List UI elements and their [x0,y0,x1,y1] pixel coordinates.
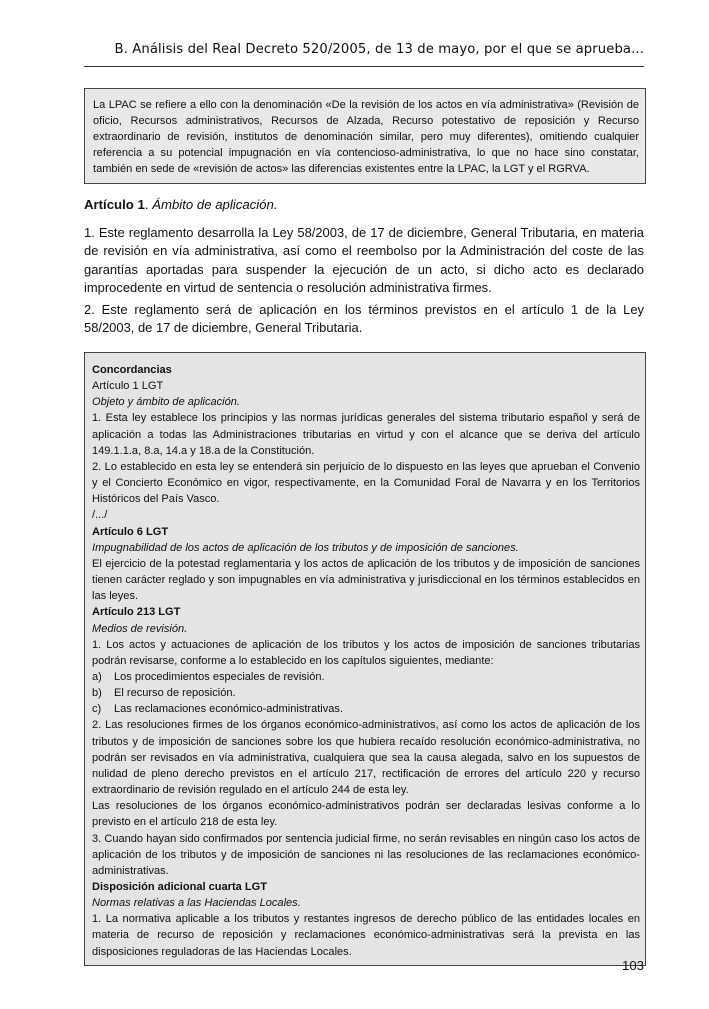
art213-paragraph-2: 2. Las resoluciones firmes de los órganos económico-administrativos, así como los actos de aplicación de los tributos y de imposición de sanciones sobre los que hubiera recaído resolución económico-administrativa, no podrán ser revisados en vía administrativa, cualquiera que sea la causa alegada, salvo en los supuestos de nulidad de pleno derecho previstos en el artículo 217, rectificación de errores del artículo 220 y recurso extraordinario de revisión regulado en el artículo 244 de esta ley. [92,719,640,797]
article-heading [84,197,278,212]
article-paragraph-2: 2. Este reglamento será de aplicación en los términos previstos en el artículo 1 de la Ley 58/2003, de 17 de diciembre, General Tributaria. [84,302,644,336]
page-number: 103 [621,958,644,973]
art213-paragraph-1: 1. Los actos y actuaciones de aplicación de los tributos y los actos de imposición de sanciones tributarias podrán revisarse, conforme a lo establecido en los capítulos siguientes, mediante: [92,638,640,667]
art1-paragraph-2: 2. Lo establecido en esta ley se entenderá sin perjuicio de lo dispuesto en las leyes que aprueban el Convenio y el Concierto Económico en vigor, respectivamente, en la Comunidad Foral de Navarra y en los Territorios Históricos del País Vasco. [92,460,640,506]
art6-label: Artículo 6 LGT [92,525,169,538]
ellipsis: /.../ [92,509,108,522]
header-divider [84,66,644,67]
art6-title: Impugnabilidad de los actos de aplicación de los tributos y de imposición de sanciones. [92,541,519,554]
da4-title: Normas relativas a las Haciendas Locales. [92,897,301,910]
list-text: Las reclamaciones económico-administrativas. [114,703,344,716]
da4-label: Disposición adicional cuarta LGT [92,881,267,893]
list-letter: a) [92,670,102,683]
running-header: B. Análisis del Real Decreto 520/2005, de 13 de mayo, por el que se aprueba... [114,42,644,57]
art1-paragraph-1: 1. Esta ley establece los principios y las normas jurídicas generales del sistema tributario español y será de aplicación a todas las Administraciones tributarias en virtud y con el alcance que se deriva del artículo 149.1.1.a, 8.a, 14.a y 18.a de la Constitución. [92,412,640,457]
note-box: La LPAC se refiere a ello con la denominación «De la revisión de los actos en vía administrativa» (Revisión de oficio, Recursos administrativos, Recursos de Alzada, Recurso potestativo de reposición y Recurso extraordinario de revisión, institutos de denominación similar, pero muy diferentes), omitiendo cualquier referencia a su potencial impugnación en vía contencioso-administrativa, lo que no hace sino constatar, también en sede de «revisión de actos» las diferencias existentes entre la LPAC, la LGT y el RGRVA. [84,88,646,184]
art1-label: Artículo 1 LGT [92,380,164,393]
da4-paragraph-1: 1. La normativa aplicable a los tributos y restantes ingresos de derecho público de las entidades locales en materia de recurso de reposición y reclamaciones económico-administrativas será la prevista en las disposiciones reguladoras de las Haciendas Locales. [92,913,640,958]
concordancias-box [84,352,646,966]
list-text: Los procedimientos especiales de revisión. [114,670,325,683]
art6-paragraph: El ejercicio de la potestad reglamentaria y los actos de aplicación de los tributos y de imposición de sanciones tienen carácter reglado y son impugnables en vía administrativa y jurisdiccional en los términos establecidos en las leyes. [92,557,640,603]
article-title: Ámbito de aplicación. [152,197,278,212]
art1-title: Objeto y ámbito de aplicación. [92,396,240,409]
list-letter: c) [92,703,102,716]
list-item [92,701,640,717]
article-paragraph-1: 1. Este reglamento desarrolla la Ley 58/2003, de 17 de diciembre, General Tributaria, en materia de revisión en vía administrativa, así como el reembolso por la Administración del coste de las garantías aportadas para suspender la ejecución de un acto, si dicho acto es declarado improcedente en virtud de sentencia o resolución administrativa firmes. [84,225,644,295]
list-item [92,685,640,701]
art213-paragraph-4: 3. Cuando hayan sido confirmados por sentencia judicial firme, no serán revisables en ningún caso los actos de aplicación de los tributos y de imposición de sanciones ni las resoluciones de las reclamaciones económico-administrativas. [92,832,640,877]
list-item [92,669,640,685]
article-separator: . [144,197,153,212]
list-letter: b) [92,687,102,700]
art213-paragraph-3: Las resoluciones de los órganos económico-administrativos podrán ser declaradas lesivas conforme a lo previsto en el artículo 218 de esta ley. [92,800,640,829]
art213-label: Artículo 213 LGT [92,606,181,619]
article-label: Artículo 1 [84,197,145,212]
list-text: El recurso de reposición. [114,687,236,700]
art213-title: Medios de revisión. [92,622,188,635]
concordancias-heading: Concordancias [92,364,172,376]
